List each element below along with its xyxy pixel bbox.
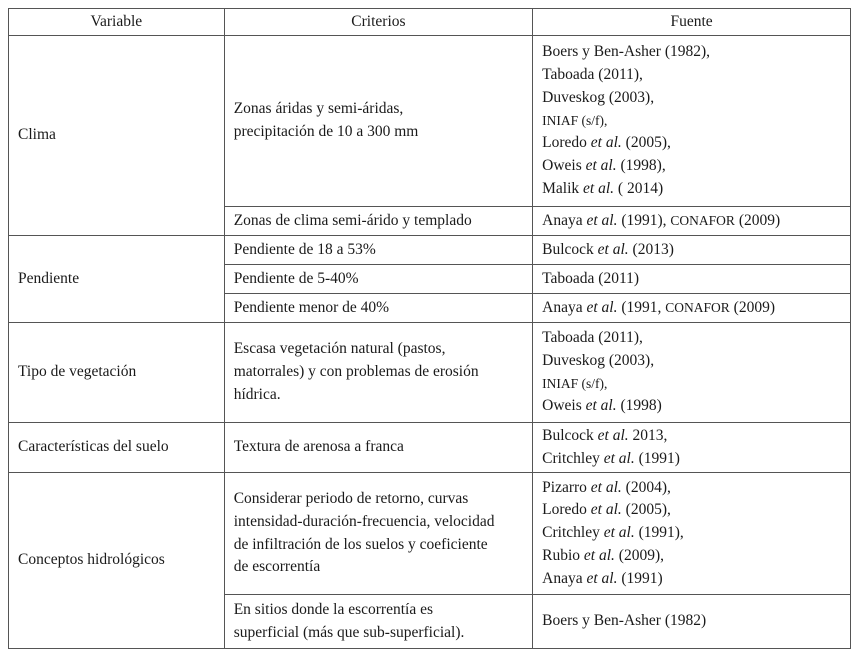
criterio-line: Escasa vegetación natural (pastos, [233, 340, 446, 358]
criterio-line: matorrales) y con problemas de erosión [233, 363, 479, 381]
fuente-line: Anaya et al. (1991), CONAFOR (2009) [542, 211, 781, 229]
fuente-line: Bulcock et al. 2013, [542, 426, 668, 444]
fuente-line: Boers y Ben-Asher (1982), [542, 43, 711, 61]
criterio-cell [224, 595, 532, 649]
criterio-line: precipitación de 10 a 300 mm [233, 123, 419, 140]
table-row [9, 236, 851, 265]
fuente-line: Malik et al. ( 2014) [542, 179, 664, 197]
fuente-cell [533, 294, 851, 323]
fuente-cell [533, 207, 851, 236]
fuente-cell [533, 473, 851, 595]
fuente-line: Pizarro et al. (2004), [542, 478, 671, 496]
fuente-cell [533, 323, 851, 423]
criteria-table [8, 8, 851, 649]
fuente-line: Duveskog (2003), [542, 351, 655, 369]
header-criterios: Criterios [224, 9, 532, 36]
variable-cell: Conceptos hidrológicos [9, 473, 225, 649]
criterio-cell [224, 36, 532, 207]
fuente-cell [533, 423, 851, 473]
table-row [9, 473, 851, 595]
criterio-cell: Textura de arenosa a franca [224, 423, 532, 473]
criterio-cell: Zonas de clima semi-árido y templado [224, 207, 532, 236]
fuente-line: Anaya et al. (1991) [542, 569, 663, 587]
header-row [9, 9, 851, 36]
fuente-line: Rubio et al. (2009), [542, 546, 664, 564]
criterio-cell: Pendiente de 18 a 53% [224, 236, 532, 265]
table-row [9, 423, 851, 473]
table-row [9, 323, 851, 423]
criterio-line: Zonas áridas y semi-áridas, [233, 100, 404, 118]
fuente-cell: Boers y Ben-Asher (1982) [533, 595, 851, 649]
fuente-line: Loredo et al. (2005), [542, 134, 671, 152]
criterio-line: En sitios donde la escorrentía es [233, 600, 433, 618]
header-variable: Variable [9, 9, 225, 36]
header-fuente: Fuente [533, 9, 851, 36]
fuente-cell [533, 236, 851, 265]
fuente-line: INIAF (s/f), [542, 375, 608, 391]
variable-cell: Características del suelo [9, 423, 225, 473]
variable-cell: Clima [9, 36, 225, 236]
criterio-line: intensidad-duración-frecuencia, velocidad [233, 512, 495, 530]
fuente-line: Anaya et al. (1991, CONAFOR (2009) [542, 298, 775, 316]
fuente-cell: Taboada (2011) [533, 265, 851, 294]
fuente-line: Critchley et al. (1991), [542, 524, 684, 542]
variable-cell: Tipo de vegetación [9, 323, 225, 423]
fuente-line: Critchley et al. (1991) [542, 449, 680, 467]
fuente-line: Bulcock et al. (2013) [542, 240, 674, 258]
fuente-cell [533, 36, 851, 207]
criterio-line: hídrica. [233, 385, 281, 403]
criterio-line: de infiltración de los suelos y coeficiente [233, 535, 488, 553]
variable-cell: Pendiente [9, 236, 225, 323]
table-row [9, 36, 851, 207]
fuente-line: Taboada (2011), [542, 328, 643, 346]
criterio-line: superficial (más que sub-superficial). [233, 623, 465, 641]
fuente-line: Duveskog (2003), [542, 88, 655, 106]
criterio-cell [224, 473, 532, 595]
fuente-line: Taboada (2011), [542, 66, 643, 83]
fuente-line: Oweis et al. (1998) [542, 397, 662, 415]
fuente-line: Loredo et al. (2005), [542, 501, 671, 519]
fuente-line: Oweis et al. (1998), [542, 157, 666, 175]
criterio-cell: Pendiente menor de 40% [224, 294, 532, 323]
criterio-cell: Pendiente de 5-40% [224, 265, 532, 294]
criterio-line: de escorrentía [233, 558, 321, 576]
criterio-cell [224, 323, 532, 423]
criterio-line: Considerar periodo de retorno, curvas [233, 489, 469, 507]
fuente-line: INIAF (s/f), [542, 112, 608, 128]
